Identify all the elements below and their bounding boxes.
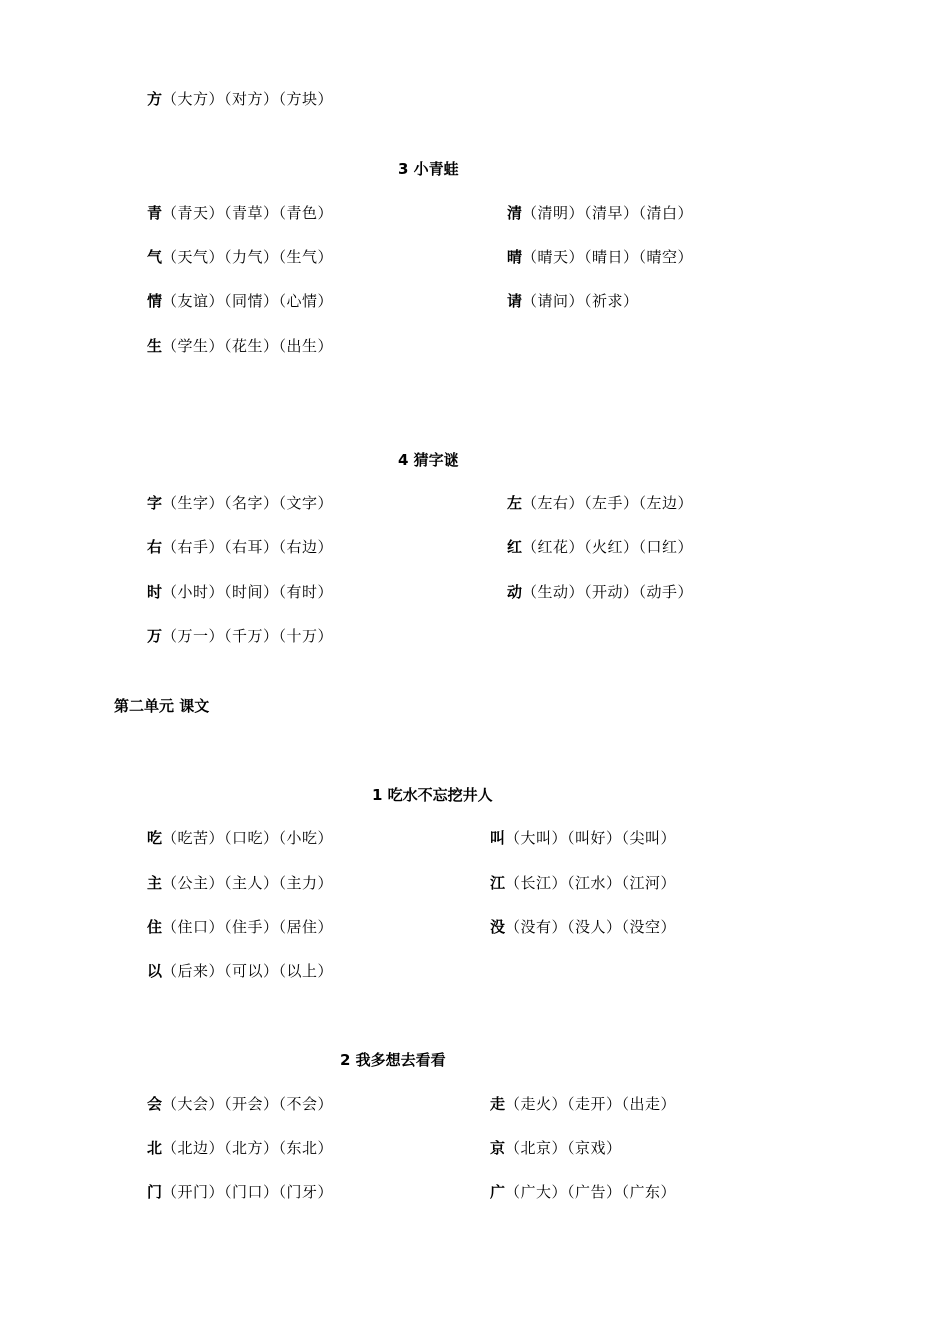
entry-words: （没有）（没人）（没空） — [505, 918, 677, 936]
entry-words: （北边）（北方）（东北） — [162, 1139, 334, 1157]
entry-words: （学生）（花生）（出生） — [162, 337, 334, 355]
entry-words: （生字）（名字）（文字） — [162, 494, 334, 512]
entry-row — [147, 493, 333, 513]
entry-words: （红花）（火红）（口红） — [522, 538, 694, 556]
entry-char: 北 — [147, 1139, 163, 1157]
entry-words: （走火）（走开）（出走） — [505, 1095, 677, 1113]
entry-row — [147, 291, 333, 311]
entry-char: 门 — [147, 1183, 163, 1201]
entry-char: 晴 — [507, 248, 523, 266]
entry-fang — [147, 89, 333, 109]
entry-char: 走 — [490, 1095, 506, 1113]
entry-row — [147, 1182, 333, 1202]
entry-row — [147, 1094, 333, 1114]
entry-words: （友谊）（同情）（心情） — [162, 292, 334, 310]
entry-row — [490, 873, 676, 893]
lesson-title-u2-1: 1 吃水不忘挖井人 — [372, 786, 493, 804]
entry-words: （后来）（可以）（以上） — [162, 962, 334, 980]
entry-row — [147, 828, 333, 848]
entry-row — [507, 203, 693, 223]
entry-words: （北京）（京戏） — [505, 1139, 622, 1157]
entry-words: （广大）（广告）（广东） — [505, 1183, 677, 1201]
entry-words: （生动）（开动）（动手） — [522, 583, 694, 601]
entry-char: 万 — [147, 627, 163, 645]
entry-words: （请问）（祈求） — [522, 292, 639, 310]
entry-row — [507, 537, 693, 557]
entry-char: 以 — [147, 962, 163, 980]
entry-words: （公主）（主人）（主力） — [162, 874, 334, 892]
entry-row — [490, 1182, 676, 1202]
entry-char: 吃 — [147, 829, 163, 847]
entry-char: 情 — [147, 292, 163, 310]
entry-row — [147, 961, 333, 981]
entry-words: （晴天）（晴日）（晴空） — [522, 248, 694, 266]
entry-words: （开门）（门口）（门牙） — [162, 1183, 334, 1201]
entry-words: （清明）（清早）（清白） — [522, 204, 694, 222]
entry-row — [507, 247, 693, 267]
entry-char: 生 — [147, 337, 163, 355]
entry-words: （吃苦）（口吃）（小吃） — [162, 829, 334, 847]
entry-char: 没 — [490, 918, 506, 936]
entry-row — [507, 291, 639, 311]
entry-char: 青 — [147, 204, 163, 222]
entry-row — [147, 582, 333, 602]
entry-words: （天气）（力气）（生气） — [162, 248, 334, 266]
entry-row — [490, 917, 676, 937]
entry-char: 方 — [147, 90, 163, 108]
entry-words: （大叫）（叫好）（尖叫） — [505, 829, 677, 847]
entry-char: 广 — [490, 1183, 506, 1201]
unit-title: 第二单元 课文 — [114, 697, 210, 715]
entry-row — [147, 626, 333, 646]
entry-row — [490, 828, 676, 848]
lesson-title-4: 4 猜字谜 — [398, 451, 459, 469]
entry-words: （长江）（江水）（江河） — [505, 874, 677, 892]
entry-char: 时 — [147, 583, 163, 601]
entry-char: 右 — [147, 538, 163, 556]
entry-words: （万一）（千万）（十万） — [162, 627, 334, 645]
entry-char: 字 — [147, 494, 163, 512]
entry-char: 请 — [507, 292, 523, 310]
entry-row — [147, 537, 333, 557]
entry-row — [147, 917, 333, 937]
entry-char: 气 — [147, 248, 163, 266]
entry-char: 红 — [507, 538, 523, 556]
lesson-title-3: 3 小青蛙 — [398, 160, 459, 178]
entry-row — [507, 493, 693, 513]
entry-words: （住口）（住手）（居住） — [162, 918, 334, 936]
entry-row — [147, 873, 333, 893]
entry-row — [507, 582, 693, 602]
entry-words: （大会）（开会）（不会） — [162, 1095, 334, 1113]
entry-words: （大方）（对方）（方块） — [162, 90, 334, 108]
entry-char: 住 — [147, 918, 163, 936]
entry-words: （右手）（右耳）（右边） — [162, 538, 334, 556]
entry-words: （青天）（青草）（青色） — [162, 204, 334, 222]
entry-row — [147, 336, 333, 356]
entry-char: 江 — [490, 874, 506, 892]
entry-char: 京 — [490, 1139, 506, 1157]
entry-words: （小时）（时间）（有时） — [162, 583, 334, 601]
entry-char: 动 — [507, 583, 523, 601]
entry-row — [490, 1138, 622, 1158]
entry-row — [147, 203, 333, 223]
lesson-title-u2-2: 2 我多想去看看 — [340, 1051, 446, 1069]
entry-char: 左 — [507, 494, 523, 512]
entry-words: （左右）（左手）（左边） — [522, 494, 694, 512]
entry-char: 清 — [507, 204, 523, 222]
entry-row — [147, 247, 333, 267]
entry-char: 叫 — [490, 829, 506, 847]
entry-row — [147, 1138, 333, 1158]
entry-row — [490, 1094, 676, 1114]
entry-char: 会 — [147, 1095, 163, 1113]
entry-char: 主 — [147, 874, 163, 892]
